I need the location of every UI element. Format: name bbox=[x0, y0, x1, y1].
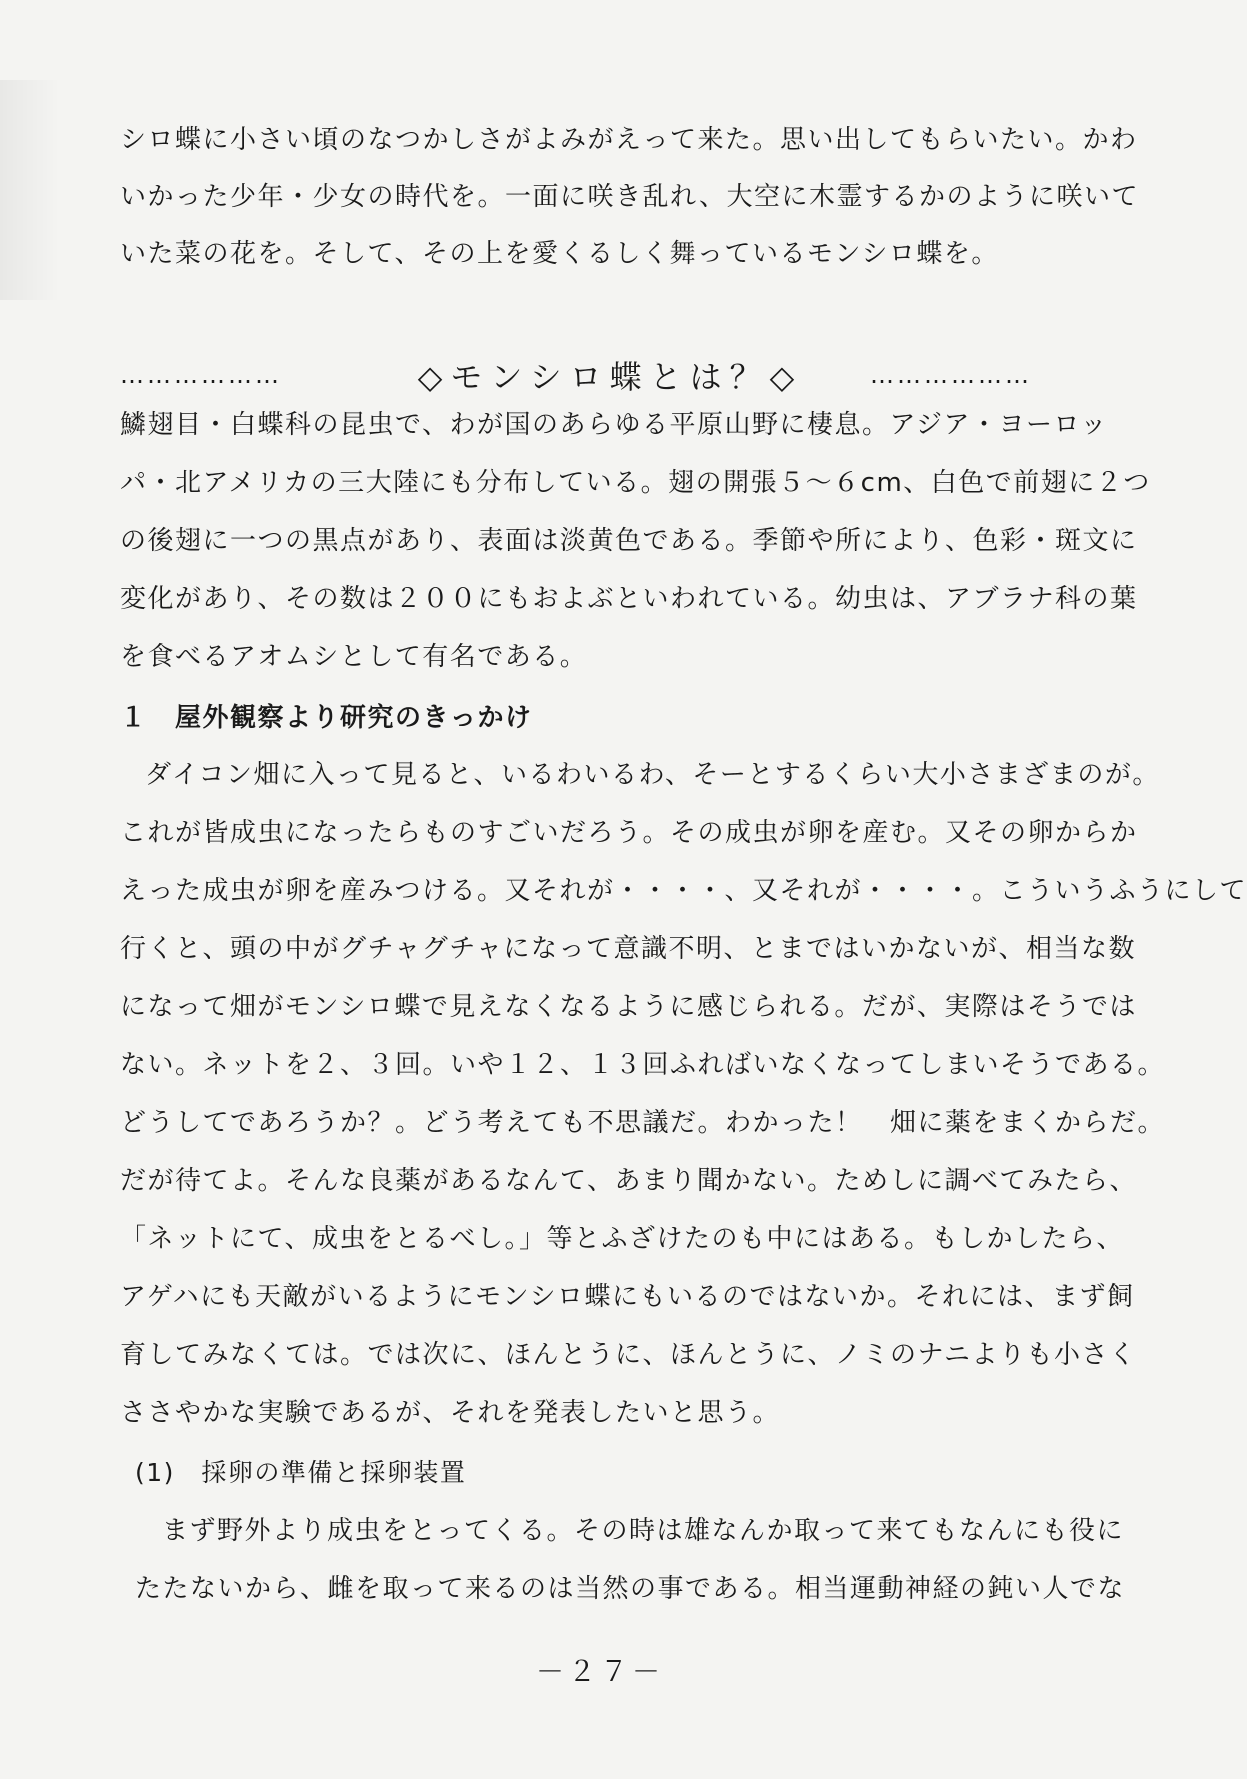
body-line: ささやかな実験であるが、それを発表したいと思う。 bbox=[120, 1398, 781, 1428]
body-line: になって畑がモンシロ蝶で見えなくなるように感じられる。だが、実際はそうでは bbox=[120, 992, 1137, 1022]
body-line: ない。ネットを２、３回。いや１２、１３回ふればいなくなってしまいそうである。 bbox=[120, 1050, 1166, 1080]
subsection-1-title: １ 屋外観察より研究のきっかけ bbox=[120, 703, 533, 733]
intro-line: いた菜の花を。そして、その上を愛くるしく舞っているモンシロ蝶を。 bbox=[120, 239, 999, 269]
scan-edge-shadow bbox=[0, 80, 60, 300]
body-line: 育してみなくては。では次に、ほんとうに、ほんとうに、ノミのナニよりも小さく bbox=[120, 1340, 1137, 1370]
body-line: これが皆成虫になったらものすごいだろう。その成虫が卵を産む。又その卵からか bbox=[120, 818, 1138, 848]
heading-dots-left: ……………… bbox=[120, 361, 282, 389]
body-line: どうしてであろうか？。どう考えても不思議だ。わかった！ 畑に薬をまくからだ。 bbox=[120, 1108, 1166, 1138]
intro-line: いかった少年・少女の時代を。一面に咲き乱れ、大空に木霊するかのように咲いて bbox=[120, 182, 1140, 212]
section-heading: ◇モンシロ蝶とは？◇ bbox=[417, 358, 803, 396]
body-line: アゲハにも天敵がいるようにモンシロ蝶にもいるのではないか。それには、まず飼 bbox=[120, 1282, 1135, 1312]
subsection-2-title: (1) 採卵の準備と採卵装置 bbox=[135, 1458, 467, 1487]
body-line: まず野外より成虫をとってくる。その時は雄なんか取って来てもなんにも役に bbox=[162, 1516, 1124, 1546]
description-line: 変化があり、その数は２００にもおよぶといわれている。幼虫は、アブラナ科の葉 bbox=[120, 584, 1138, 614]
body-line: 行くと、頭の中がグチャグチャになって意識不明、とまではいかないが、相当な数 bbox=[120, 934, 1136, 964]
section-heading-row bbox=[120, 355, 1100, 395]
page-number: －２７－ bbox=[535, 1655, 664, 1688]
description-line: 鱗翅目・白蝶科の昆虫で、わが国のあらゆる平原山野に棲息。アジア・ヨーロッ bbox=[120, 410, 1108, 440]
description-line: パ・北アメリカの三大陸にも分布している。翅の開張５～６cm、白色で前翅に２つ bbox=[120, 468, 1151, 498]
body-line: 「ネットにて、成虫をとるべし。」等とふざけたのも中にはある。もしかしたら、 bbox=[120, 1224, 1124, 1254]
body-line: えった成虫が卵を産みつける。又それが・・・・、又それが・・・・。こういうふうにして bbox=[120, 876, 1247, 906]
heading-dots-right: ……………… bbox=[869, 361, 1032, 389]
body-line: だが待てよ。そんな良薬があるなんて、あまり聞かない。ためしに調べてみたら、 bbox=[120, 1166, 1137, 1196]
body-line: ダイコン畑に入って見ると、いるわいるわ、そーとするくらい大小さまざまのが。 bbox=[145, 760, 1160, 790]
description-line: の後翅に一つの黒点があり、表面は淡黄色である。季節や所により、色彩・斑文に bbox=[120, 526, 1138, 556]
description-line: を食べるアオムシとして有名である。 bbox=[120, 642, 588, 672]
body-line: たたないから、雌を取って来るのは当然の事である。相当運動神経の鈍い人でな bbox=[135, 1574, 1126, 1604]
intro-line: シロ蝶に小さい頃のなつかしさがよみがえって来た。思い出してもらいたい。かわ bbox=[120, 125, 1138, 155]
